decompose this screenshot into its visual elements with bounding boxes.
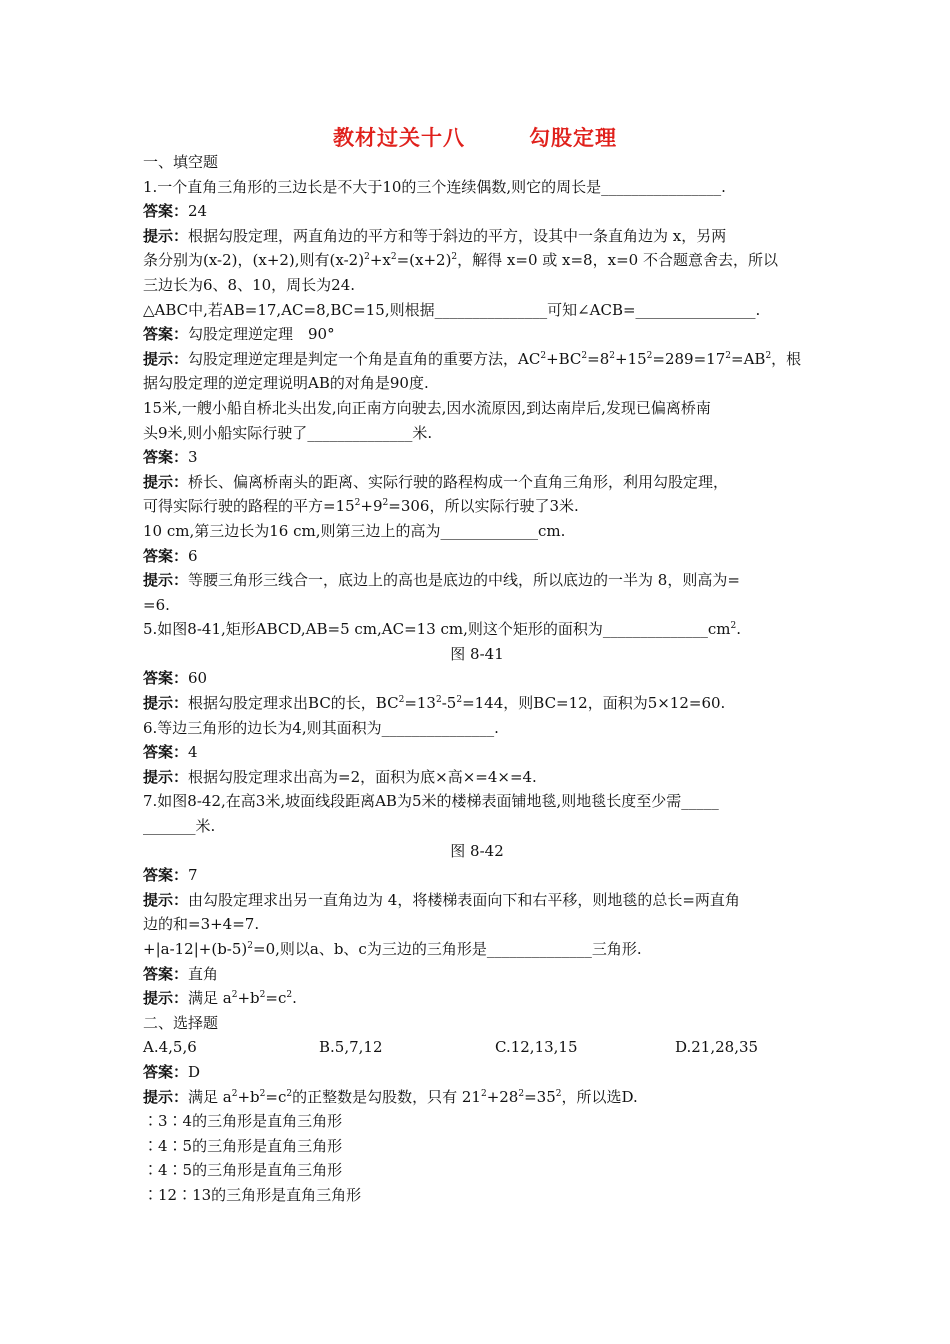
answer-label: 答案：	[143, 546, 189, 565]
hint-label: 提示：	[143, 226, 189, 245]
question-7-line2: _______米.	[143, 817, 216, 836]
answer-3	[143, 445, 811, 470]
option-b: B.5,7,12	[319, 1038, 383, 1057]
answer-7	[143, 863, 811, 888]
question-5: 5.如图8-41,矩形ABCD,AB=5 cm,AC=13 cm,则这个矩形的面积为$\_\_\_\_\_\_\_\_\_\_\_\_\_\_cm^2$.	[143, 620, 742, 639]
answer-label: 答案：	[143, 448, 189, 467]
statement-1: ∶3∶4的三角形是直角三角形	[143, 1112, 343, 1131]
hint-text: 根据勾股定理，两直角边的平方和等于斜边的平方，设其中一条直角边为 x，另两	[188, 226, 727, 245]
question-4: 10 cm,第三边长为16 cm,则第三边上的高为_____________cm.	[143, 521, 566, 540]
answer-2	[143, 322, 811, 347]
answer-value: 4	[188, 743, 198, 762]
answer-9	[143, 1060, 811, 1085]
hint-label: 提示：	[143, 349, 189, 368]
statement-3: ∶4∶5的三角形是直角三角形	[143, 1161, 343, 1180]
answer-label: 答案：	[143, 964, 189, 983]
hint-4-line2: =6.	[143, 595, 170, 614]
answer-label: 答案：	[143, 866, 189, 885]
answer-5	[143, 666, 811, 691]
hint-9: 提示：满足 $a^2+b^2=c^2$的正整数是勾股数，只有 $21^2+28^2=35^2$，所以选D.	[143, 1087, 638, 1106]
hint-label: 提示：	[143, 767, 189, 786]
choice-options	[143, 1035, 811, 1060]
hint-text: 桥长、偏离桥南头的距离、实际行驶的路程构成一个直角三角形，利用勾股定理，	[188, 472, 729, 491]
option-c: C.12,13,15	[495, 1038, 578, 1057]
hint-7	[143, 888, 811, 913]
answer-value: 60	[188, 669, 208, 688]
hint-5: 提示：根据勾股定理求出BC的长，$BC^2=13^2-5^2=144$，则BC=12，面积为5×12=60.	[143, 694, 726, 713]
hint-2-line2: 据勾股定理的逆定理说明AB的对角是90度.	[143, 374, 429, 393]
hint-text: 等腰三角形三线合一，底边上的高也是底边的中线，所以底边的一半为 8，则高为=	[188, 571, 740, 590]
answer-value: 3	[188, 448, 198, 467]
hint-label: 提示：	[143, 1087, 189, 1106]
title-part1: 教材过关十八	[333, 126, 465, 150]
hint-label: 提示：	[143, 989, 189, 1008]
hint-label: 提示：	[143, 890, 189, 909]
title-part2: 勾股定理	[529, 126, 617, 150]
hint-6	[143, 765, 811, 790]
answer-8	[143, 962, 811, 987]
question-2: △ABC中,若AB=17,AC=8,BC=15,则根据_______________可知∠ACB=________________.	[143, 300, 761, 319]
hint-3-line2: 可得实际行驶的路程的平方$=15^2+9^2=306$，所以实际行驶了3米.	[143, 497, 579, 516]
answer-1	[143, 199, 811, 224]
hint-text: 由勾股定理求出另一直角边为 4，将楼梯表面向下和右平移，则地毯的总长=两直角	[188, 890, 740, 909]
hint-1-line3: 三边长为6、8、10，周长为24.	[143, 275, 356, 294]
hint-label: 提示：	[143, 694, 189, 713]
answer-value: 勾股定理逆定理 90°	[188, 325, 335, 344]
answer-value: 7	[188, 866, 198, 885]
question-1: 1.一个直角三角形的三边长是不大于10的三个连续偶数,则它的周长是________________.	[143, 177, 726, 196]
hint-text: 根据勾股定理求出高为=2，面积为底×高×=4×=4.	[188, 767, 537, 786]
answer-value: 24	[188, 202, 208, 221]
hint-8: 提示：满足 $a^2+b^2=c^2$.	[143, 989, 297, 1008]
question-8: $+|a-12|+(b-5)^2=0$,则以a、b、c为三边的三角形是______________三角形.	[143, 940, 642, 958]
option-a: A.4,5,6	[143, 1038, 197, 1057]
question-3-line2: 头9米,则小船实际行驶了______________米.	[143, 423, 433, 442]
hint-1	[143, 224, 811, 249]
section-heading: 一、填空题	[143, 153, 219, 171]
document-body	[143, 150, 811, 1208]
answer-6	[143, 740, 811, 765]
hint-4	[143, 568, 811, 593]
question-7: 7.如图8-42,在高3米,坡面线段距离AB为5米的楼梯表面铺地毯,则地毯长度至少需_____	[143, 792, 719, 811]
hint-label: 提示：	[143, 571, 189, 590]
question-3: 15米,一艘小船自桥北头出发,向正南方向驶去,因水流原因,到达南岸后,发现已偏离桥南	[143, 398, 711, 417]
answer-value: D	[188, 1062, 201, 1081]
answer-value: 直角	[188, 964, 219, 983]
page-title	[0, 122, 950, 152]
hint-7-line2: 边的和=3+4=7.	[143, 915, 260, 934]
hint-3	[143, 470, 811, 495]
hint-2: 提示：勾股定理逆定理是判定一个角是直角的重要方法，$AC^2+BC^2=8^2+15^2=289=17^2=AB^2$，根	[143, 349, 802, 368]
figure-caption-8-42: 图 8-42	[450, 841, 504, 860]
question-6: 6.等边三角形的边长为4,则其面积为_______________.	[143, 718, 499, 737]
answer-label: 答案：	[143, 669, 189, 688]
answer-label: 答案：	[143, 743, 189, 762]
hint-label: 提示：	[143, 472, 189, 491]
answer-label: 答案：	[143, 1062, 189, 1081]
answer-label: 答案：	[143, 202, 189, 221]
statement-4: ∶12∶13的三角形是直角三角形	[143, 1185, 362, 1204]
option-d: D.21,28,35	[675, 1038, 759, 1057]
answer-label: 答案：	[143, 325, 189, 344]
answer-value: 6	[188, 546, 198, 565]
figure-caption-8-41: 图 8-41	[450, 644, 504, 663]
hint-1-line2: 条分别为(x-2)，(x+2),则有$(x-2)^2+x^2=(x+2)^2$，解得 x=0 或 x=8，x=0 不合题意舍去，所以	[143, 251, 778, 270]
statement-2: ∶4∶5的三角形是直角三角形	[143, 1136, 343, 1155]
answer-4	[143, 544, 811, 569]
section-heading-2: 二、选择题	[143, 1013, 219, 1032]
